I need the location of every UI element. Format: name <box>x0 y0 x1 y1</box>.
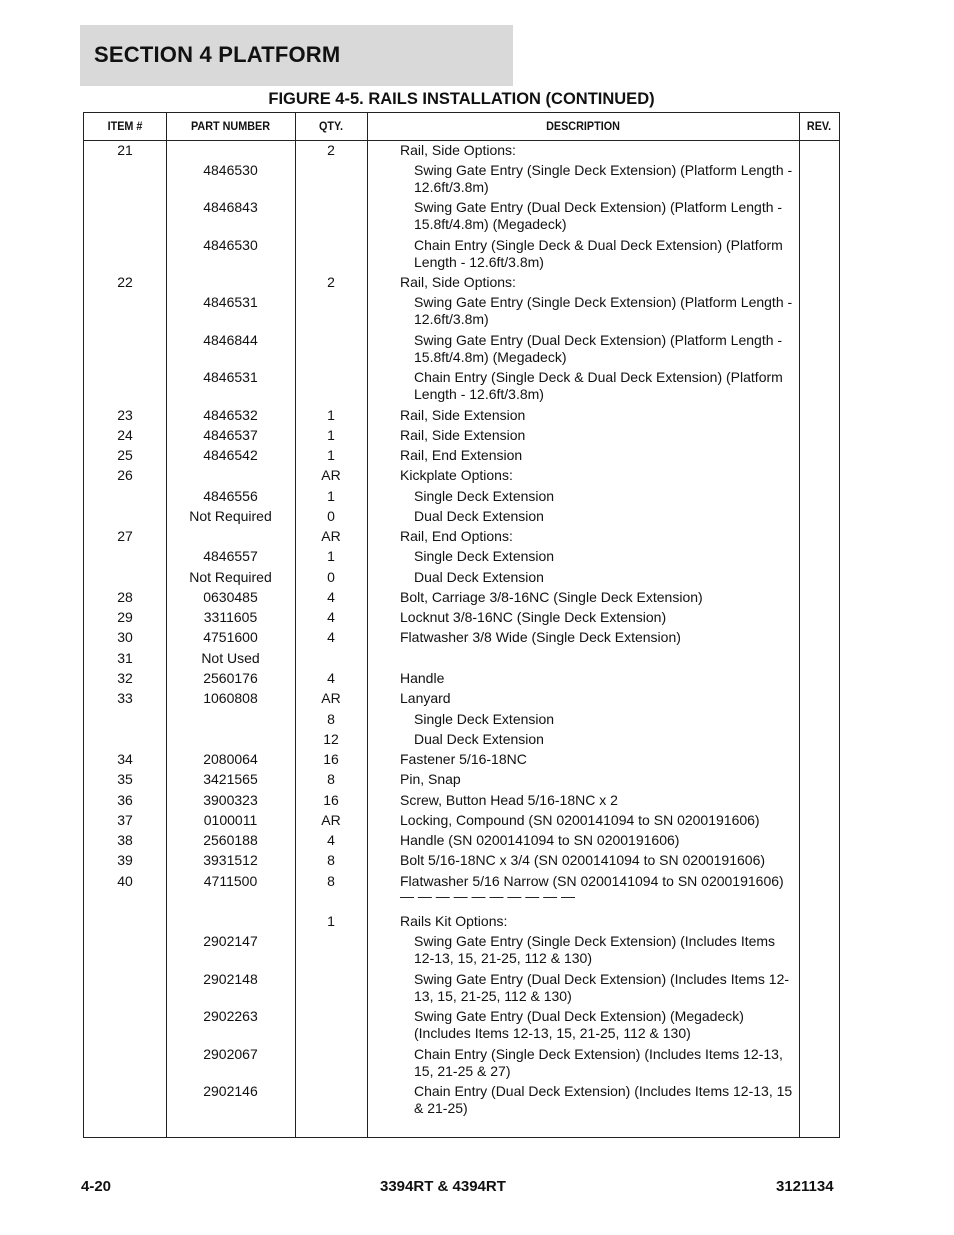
description-cell: Screw, Button Head 5/16-18NC x 2 <box>400 792 618 808</box>
item-cell: 24 <box>117 427 133 443</box>
description-cell: Bolt 5/16-18NC x 3/4 (SN 0200141094 to SN 0200191606) <box>400 852 766 868</box>
section-title: SECTION 4 PLATFORM <box>94 42 341 67</box>
qty-cell: 1 <box>327 407 335 423</box>
description-cell: Lanyard <box>400 690 451 706</box>
part-number-cell: Not Used <box>201 650 260 666</box>
part-number-cell: 2080064 <box>203 751 258 767</box>
description-cell: Chain Entry (Single Deck & Dual Deck Extension) (Platform Length - 12.6ft/3.8m) <box>414 237 783 270</box>
qty-cell: 0 <box>327 569 335 585</box>
description-cell: Flatwasher 5/16 Narrow (SN 0200141094 to SN 0200191606) <box>400 873 784 889</box>
description-cell: Rail, Side Options: <box>400 142 516 158</box>
part-number-cell: 2902146 <box>203 1083 258 1099</box>
column-header-qty: QTY. <box>318 119 343 133</box>
qty-cell: 12 <box>323 731 339 747</box>
description-cell: Bolt, Carriage 3/8-16NC (Single Deck Extension) <box>400 589 703 605</box>
part-number-cell: 3421565 <box>203 771 258 787</box>
qty-cell: AR <box>321 812 341 828</box>
description-cell: Single Deck Extension <box>414 548 555 564</box>
qty-cell: AR <box>321 690 341 706</box>
qty-cell: 8 <box>327 711 335 727</box>
item-cell: 36 <box>117 792 133 808</box>
column-divider <box>367 113 368 1137</box>
column-header-description: DESCRIPTION <box>546 119 620 133</box>
description-cell: Rail, Side Extension <box>400 427 526 443</box>
item-cell: 33 <box>117 690 133 706</box>
qty-cell: 8 <box>327 771 335 787</box>
qty-cell: 8 <box>327 873 335 889</box>
description-cell: Swing Gate Entry (Single Deck Extension) (Platform Length - 12.6ft/3.8m) <box>414 162 793 195</box>
part-number-cell: 2902147 <box>203 933 258 949</box>
description-cell: Swing Gate Entry (Dual Deck Extension) (Megadeck) (Includes Items 12-13, 15, 21-25, 112 & 130) <box>414 1008 744 1041</box>
description-cell: Rail, End Options: <box>400 528 513 544</box>
part-number-cell: Not Required <box>189 569 272 585</box>
description-cell: Rail, Side Extension <box>400 407 526 423</box>
description-cell: Rails Kit Options: <box>400 913 508 929</box>
part-number-cell: 4751600 <box>203 629 258 645</box>
part-number-cell: 1060808 <box>203 690 258 706</box>
description-cell: Swing Gate Entry (Dual Deck Extension) (Platform Length - 15.8ft/4.8m) (Megadeck) <box>414 332 783 365</box>
part-number-cell: 4846530 <box>203 237 258 253</box>
part-number-cell: Not Required <box>189 508 272 524</box>
description-cell: Pin, Snap <box>400 771 461 787</box>
qty-cell: 8 <box>327 852 335 868</box>
part-number-cell: 2902067 <box>203 1046 258 1062</box>
item-cell: 31 <box>117 650 133 666</box>
qty-cell: 1 <box>327 913 335 929</box>
qty-cell: 2 <box>327 274 335 290</box>
part-number-cell: 2560188 <box>203 832 258 848</box>
description-cell: Chain Entry (Single Deck & Dual Deck Extension) (Platform Length - 12.6ft/3.8m) <box>414 369 783 402</box>
qty-cell: 4 <box>327 609 335 625</box>
description-cell: Chain Entry (Dual Deck Extension) (Includes Items 12-13, 15 & 21-25) <box>414 1083 793 1116</box>
item-cell: 29 <box>117 609 133 625</box>
description-cell: Fastener 5/16-18NC <box>400 751 527 767</box>
qty-cell: 4 <box>327 670 335 686</box>
qty-cell: 1 <box>327 447 335 463</box>
qty-cell: 4 <box>327 589 335 605</box>
parts-table <box>83 112 840 1138</box>
part-number-cell: 4846531 <box>203 294 258 310</box>
item-cell: 37 <box>117 812 133 828</box>
description-cell: Swing Gate Entry (Dual Deck Extension) (Platform Length - 15.8ft/4.8m) (Megadeck) <box>414 199 783 232</box>
description-cell: Swing Gate Entry (Dual Deck Extension) (Includes Items 12-13, 15, 21-25, 112 & 130) <box>414 971 790 1004</box>
qty-cell: 1 <box>327 548 335 564</box>
qty-cell: 16 <box>323 792 339 808</box>
column-header-item: ITEM # <box>107 119 143 133</box>
description-cell: Handle <box>400 670 445 686</box>
qty-cell: 0 <box>327 508 335 524</box>
part-number-cell: 2902263 <box>203 1008 258 1024</box>
document-number: 3121134 <box>776 1178 834 1195</box>
item-cell: 39 <box>117 852 133 868</box>
description-cell: Rail, End Extension <box>400 447 523 463</box>
description-cell: Swing Gate Entry (Single Deck Extension) (Includes Items 12-13, 15, 21-25, 112 & 130) <box>414 933 776 966</box>
part-number-cell: 4846532 <box>203 407 258 423</box>
item-cell: 26 <box>117 467 133 483</box>
description-cell: Rail, Side Options: <box>400 274 516 290</box>
column-header-part-number: PART NUMBER <box>190 119 271 133</box>
item-cell: 25 <box>117 447 133 463</box>
part-number-cell: 2902148 <box>203 971 258 987</box>
part-number-cell: 4846542 <box>203 447 258 463</box>
description-cell: Handle (SN 0200141094 to SN 0200191606) <box>400 832 680 848</box>
item-cell: 22 <box>117 274 133 290</box>
qty-cell: AR <box>321 467 341 483</box>
column-header-rev: REV. <box>806 119 832 133</box>
column-divider <box>799 113 800 1137</box>
part-number-cell: 4846556 <box>203 488 258 504</box>
description-cell: Chain Entry (Single Deck Extension) (Includes Items 12-13, 15, 21-25 & 27) <box>414 1046 783 1079</box>
description-cell: Dual Deck Extension <box>414 508 544 524</box>
item-cell: 32 <box>117 670 133 686</box>
item-cell: 34 <box>117 751 133 767</box>
description-cell: Kickplate Options: <box>400 467 513 483</box>
model-name: 3394RT & 4394RT <box>380 1178 506 1195</box>
qty-cell: 1 <box>327 427 335 443</box>
part-number-cell: 2560176 <box>203 670 258 686</box>
part-number-cell: 4711500 <box>203 873 258 889</box>
qty-cell: 2 <box>327 142 335 158</box>
item-cell: 40 <box>117 873 133 889</box>
qty-cell: 4 <box>327 832 335 848</box>
part-number-cell: 4846844 <box>203 332 258 348</box>
part-number-cell: 0100011 <box>203 812 258 828</box>
page-number: 4-20 <box>81 1178 112 1195</box>
description-cell: Locknut 3/8-16NC (Single Deck Extension) <box>400 609 667 625</box>
description-cell: Locking, Compound (SN 0200141094 to SN 0200191606) <box>400 812 760 828</box>
item-cell: 35 <box>117 771 133 787</box>
figure-title: FIGURE 4-5. RAILS INSTALLATION (CONTINUED) <box>268 90 655 108</box>
table-header <box>84 113 839 141</box>
part-number-cell: 4846530 <box>203 162 258 178</box>
part-number-cell: 0630485 <box>203 589 258 605</box>
description-cell: Dual Deck Extension <box>414 569 544 585</box>
description-cell: Dual Deck Extension <box>414 731 544 747</box>
part-number-cell: 3900323 <box>203 792 258 808</box>
qty-cell: AR <box>321 528 341 544</box>
part-number-cell: 4846531 <box>203 369 258 385</box>
part-number-cell: 3311605 <box>203 609 258 625</box>
item-cell: 23 <box>117 407 133 423</box>
qty-cell: 1 <box>327 488 335 504</box>
part-number-cell: 4846557 <box>203 548 258 564</box>
description-cell: — — — — — — — — — — <box>400 888 576 904</box>
part-number-cell: 4846537 <box>203 427 258 443</box>
description-cell: Swing Gate Entry (Single Deck Extension) (Platform Length - 12.6ft/3.8m) <box>414 294 793 327</box>
item-cell: 38 <box>117 832 133 848</box>
item-cell: 21 <box>117 142 133 158</box>
description-cell: Single Deck Extension <box>414 488 555 504</box>
qty-cell: 4 <box>327 629 335 645</box>
part-number-cell: 4846843 <box>203 199 258 215</box>
item-cell: 28 <box>117 589 133 605</box>
item-cell: 30 <box>117 629 133 645</box>
part-number-cell: 3931512 <box>203 852 258 868</box>
qty-cell: 16 <box>323 751 339 767</box>
item-cell: 27 <box>117 528 133 544</box>
description-cell: Flatwasher 3/8 Wide (Single Deck Extension) <box>400 629 681 645</box>
description-cell: Single Deck Extension <box>414 711 555 727</box>
